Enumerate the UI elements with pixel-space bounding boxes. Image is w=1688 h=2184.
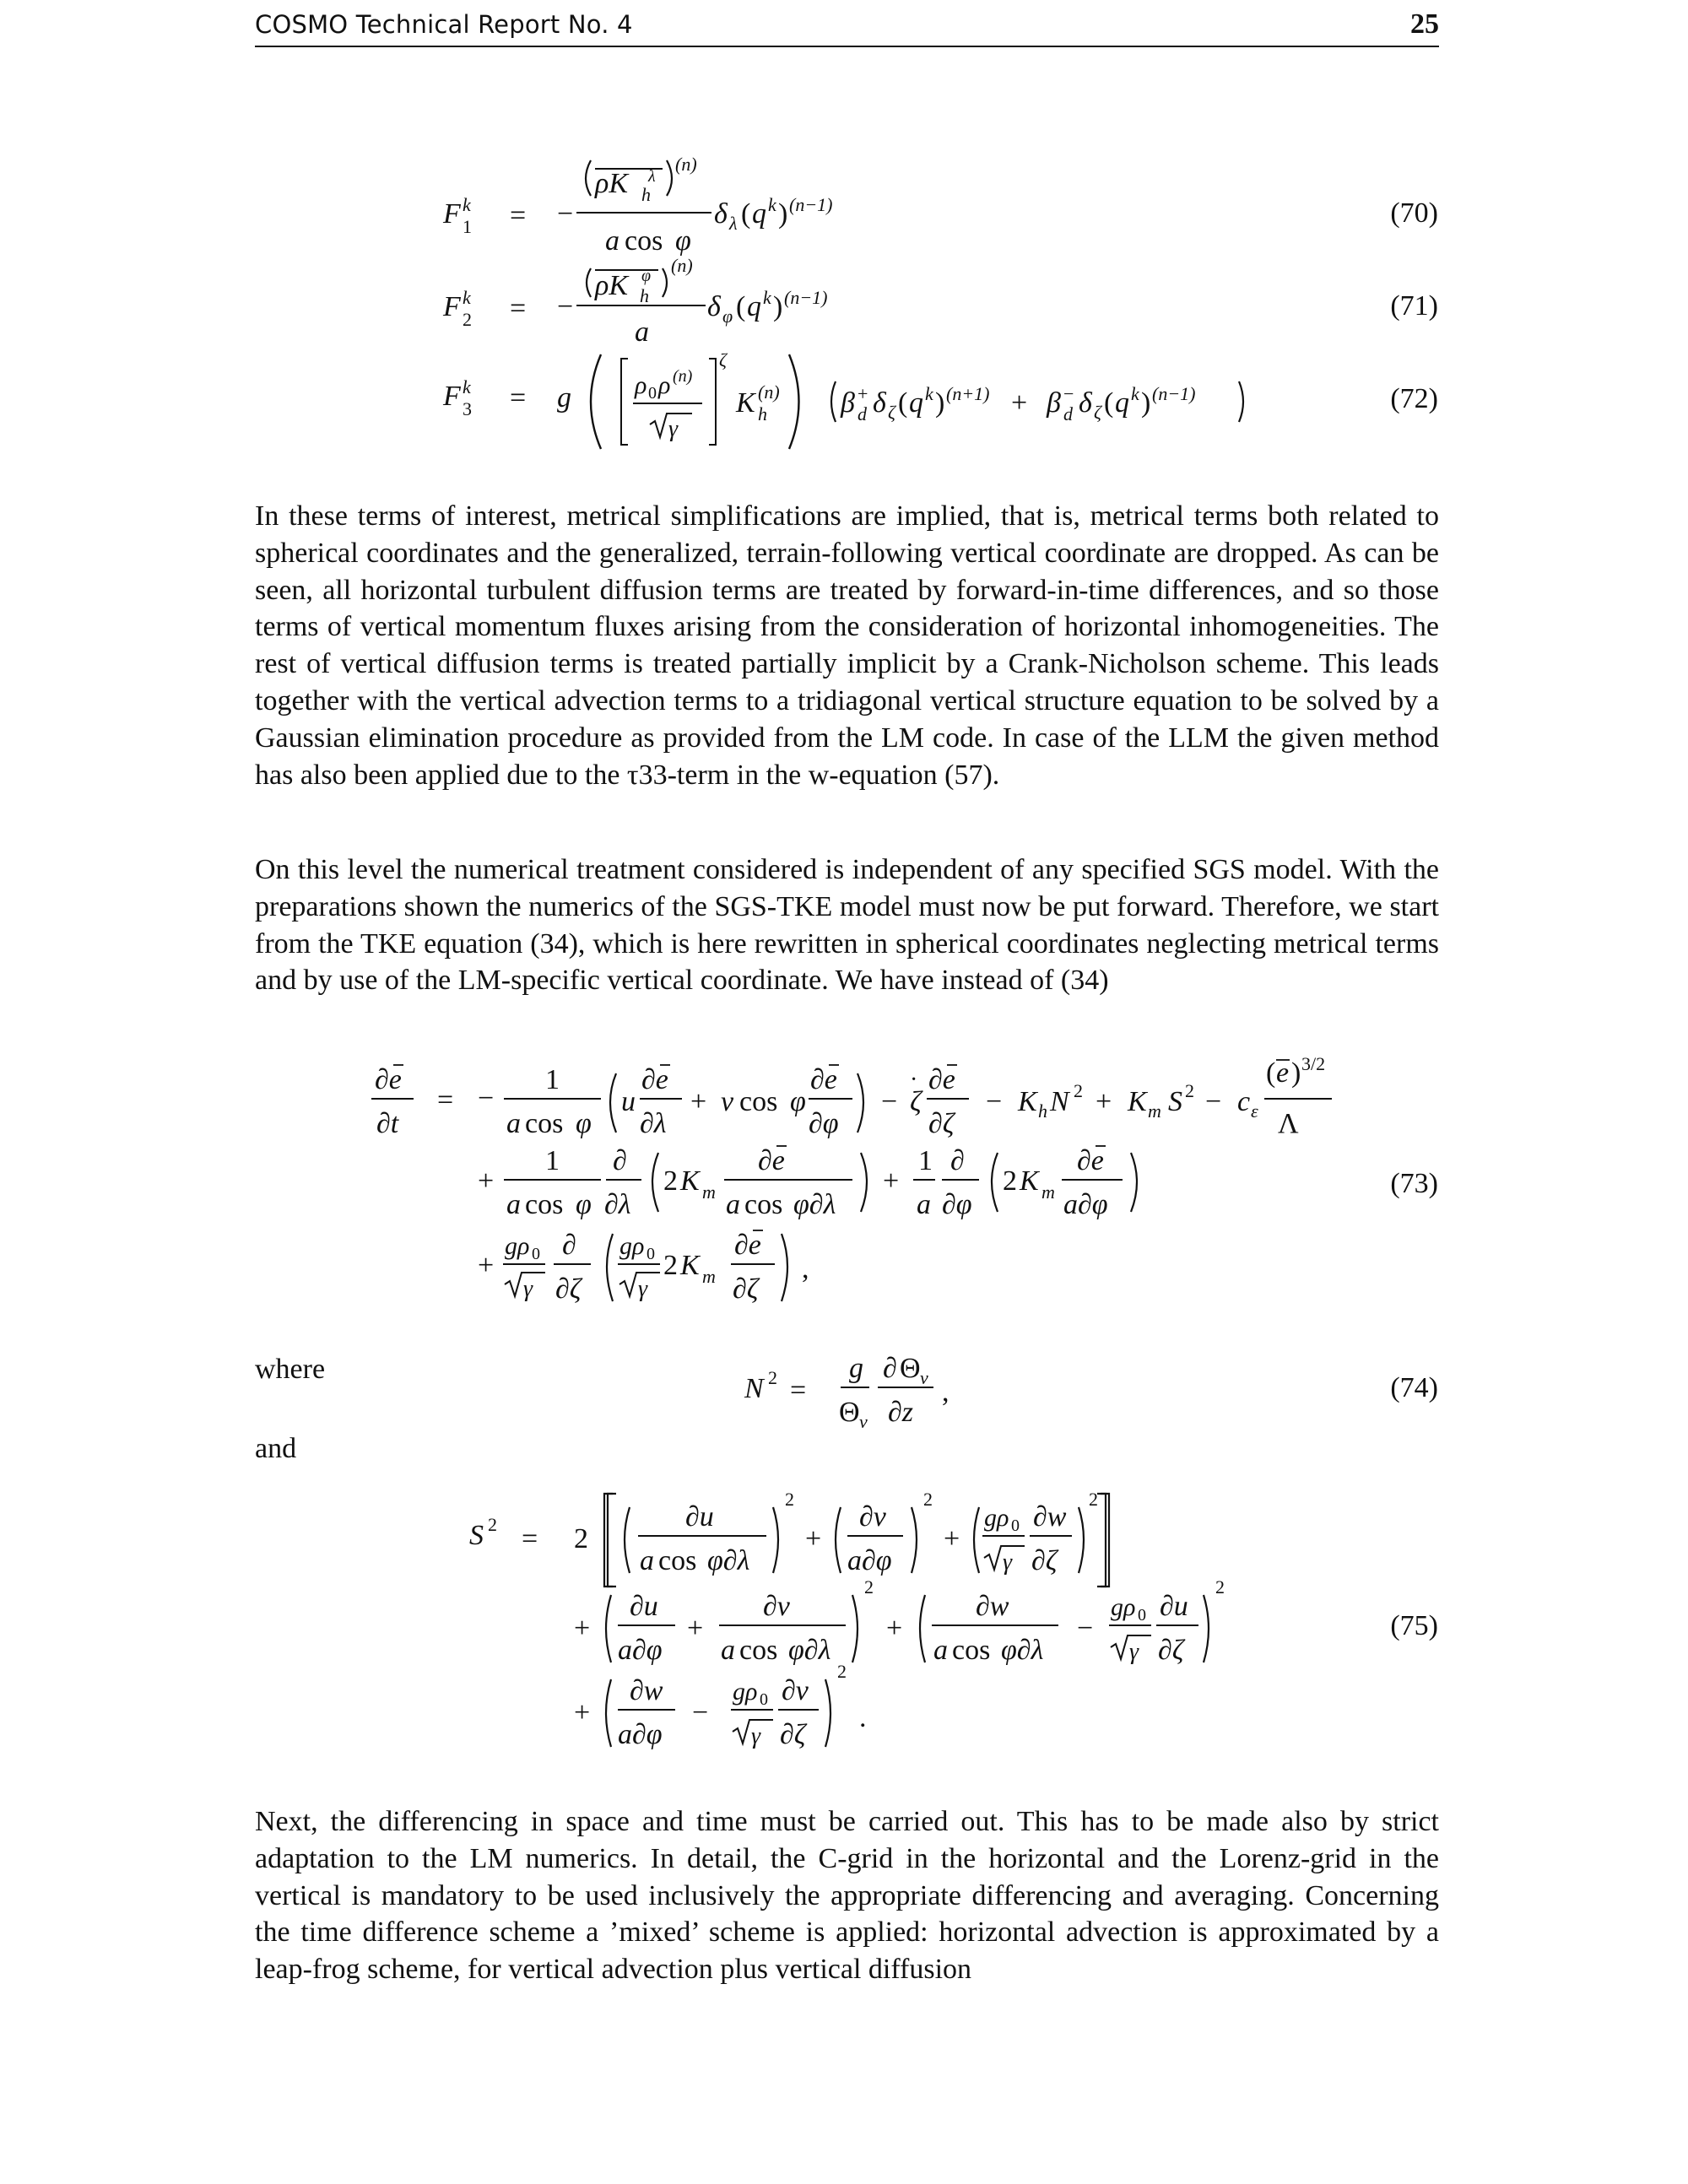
svg-text:∂e: ∂e [1077,1145,1104,1176]
svg-text:+: + [944,1523,960,1554]
svg-text:(n−1): (n−1) [789,194,833,215]
svg-text:(n): (n) [675,154,697,175]
svg-text:+: + [687,1613,704,1644]
svg-text:∂z: ∂z [888,1397,914,1428]
svg-text:h: h [641,184,651,205]
svg-text:2: 2 [663,1250,678,1281]
svg-text:∂: ∂ [883,1353,897,1384]
svg-text:ζ: ζ [719,349,727,370]
svg-text:a: a [640,1545,654,1576]
svg-text:a∂φ: a∂φ [618,1635,663,1666]
svg-text:): ) [935,387,945,419]
svg-text:gρ: gρ [733,1678,758,1706]
svg-text:φ: φ [576,1189,592,1220]
svg-text:ρ: ρ [658,371,671,399]
svg-text:cos: cos [952,1635,991,1666]
svg-text:∂λ: ∂λ [640,1108,667,1139]
svg-text:q: q [752,198,766,230]
svg-text:2: 2 [574,1523,588,1554]
equation-75-line-3 [574,1661,867,1750]
equation-number-75: (75) [1390,1610,1438,1641]
svg-text:cos: cos [625,225,663,257]
svg-text:∂φ: ∂φ [942,1189,972,1220]
svg-text:d: d [858,403,867,424]
equation-75-line-1 [469,1489,1109,1587]
svg-text:−: − [557,291,574,322]
svg-text:γ: γ [668,416,679,442]
svg-text:q: q [1115,387,1129,419]
svg-text:K: K [680,1165,700,1197]
svg-text:φ∂λ: φ∂λ [1001,1635,1044,1666]
svg-text:d: d [1063,403,1073,424]
svg-text:m: m [702,1181,716,1203]
svg-text:2: 2 [663,1165,678,1197]
svg-text:ρK: ρK [595,270,628,301]
svg-text:2: 2 [837,1661,847,1682]
svg-text:(: ( [1266,1057,1276,1089]
svg-text:0: 0 [1011,1516,1020,1535]
svg-text:S: S [469,1520,484,1551]
svg-text:δ: δ [1079,387,1092,419]
svg-text:v: v [721,1086,734,1117]
svg-text:=: = [510,382,527,414]
svg-text:2: 2 [1003,1165,1017,1197]
equation-number-73: (73) [1390,1168,1438,1199]
svg-text:2: 2 [785,1489,794,1510]
svg-text:u: u [621,1086,636,1117]
svg-text:∂ζ: ∂ζ [1031,1545,1058,1576]
svg-text:2: 2 [1074,1080,1083,1101]
svg-text:q: q [747,291,761,322]
svg-text:a: a [933,1635,948,1666]
svg-text:=: = [522,1523,538,1554]
svg-text:a∂φ: a∂φ [618,1719,663,1750]
svg-text:ζ: ζ [888,402,895,423]
svg-text:q: q [909,387,923,419]
svg-text:(n−1): (n−1) [784,287,828,308]
word-and: and [255,1433,297,1464]
svg-text:2: 2 [1185,1080,1194,1101]
svg-text:3: 3 [463,398,472,419]
svg-text:m: m [702,1266,716,1287]
svg-text:−: − [478,1083,495,1114]
svg-text:1: 1 [463,216,472,237]
svg-text:k: k [1131,383,1139,404]
svg-text:−: − [692,1697,709,1728]
svg-text:N: N [744,1373,764,1404]
svg-text:ζ: ζ [910,1086,922,1117]
svg-text:γ: γ [1003,1549,1013,1576]
equation-number-70: (70) [1390,197,1438,229]
svg-text:(n): (n) [758,381,780,403]
svg-text:∂v: ∂v [782,1675,809,1706]
svg-text:K: K [1128,1086,1147,1117]
svg-text:1: 1 [545,1145,560,1176]
svg-text:cos: cos [744,1189,783,1220]
svg-text:K: K [1018,1086,1037,1117]
svg-text:+: + [574,1613,591,1644]
svg-text:a: a [506,1108,521,1139]
svg-text:k: k [763,287,771,308]
svg-text:−: − [1063,383,1074,404]
svg-text:e: e [1276,1057,1290,1089]
svg-text:∂: ∂ [950,1145,965,1176]
svg-text:S: S [1168,1086,1182,1117]
svg-text:2: 2 [768,1367,777,1388]
svg-text:a∂φ: a∂φ [1063,1189,1108,1220]
equation-number-71: (71) [1390,290,1438,322]
svg-text:∂u: ∂u [1160,1591,1188,1622]
svg-text:γ: γ [638,1276,648,1302]
svg-text:β: β [841,387,855,419]
paragraph-1: In these terms of interest, metrical simplifications are implied, that is, metrical terms both related to spherical coordinates and the generalized, terrain-following vertical coordinate are dropped. As can be seen, all horizontal turbulent diffusion terms are treated by forward-in-time differences, and so those terms of vertical momentum fluxes arising from the consideration of horizontal inhomogeneities. The rest of vertical diffusion terms is treated partially implicit by a Crank-Nicholson scheme. This leads together with the vertical advection terms to a tridiagonal vertical structure equation to be solved by a Gaussian elimination procedure as provided from the LM code. In case of the LLM the given method has also been applied due to the τ33-term in the w-equation (57). [255,500,1439,791]
svg-text:cos: cos [525,1189,564,1220]
svg-text:(: ( [741,198,751,230]
svg-text:∂u: ∂u [630,1591,658,1622]
svg-text:∂w: ∂w [1033,1501,1067,1533]
svg-text:0: 0 [532,1245,540,1263]
svg-text:v: v [859,1411,868,1432]
svg-text:0: 0 [647,1245,655,1263]
svg-text:φ∂λ: φ∂λ [793,1189,836,1220]
svg-text:g: g [849,1353,863,1384]
svg-text:∂e: ∂e [734,1230,761,1261]
svg-text:1: 1 [918,1145,933,1176]
svg-text:k: k [768,194,776,215]
svg-text:gρ: gρ [619,1232,645,1260]
svg-text:cos: cos [658,1545,697,1576]
svg-text:,: , [942,1376,950,1408]
svg-text:1: 1 [545,1064,560,1095]
paragraph-2: On this level the numerical treatment considered is independent of any specified SGS model. With the preparations shown the numerics of the SGS-TKE model must now be put forward. Therefore, we start from the TKE equation (34), which is here rewritten in spherical coordinates neglecting metrical terms and by use of the LM-specific vertical coordinate. We have instead of (34) [255,854,1439,997]
svg-text:F: F [443,198,461,230]
paragraph-3: Next, the differencing in space and time must be carried out. This has to be made also by strict adaptation to the LM numerics. In detail, the C-grid in the horizontal and the Lorenz-grid in the vertical is mandatory to be used inclusively the appropriate differencing and averaging. Concerning the time difference scheme a ’mixed’ scheme is applied: horizontal advection is approximated by a leap-frog scheme, for vertical advection plus vertical diffusion [255,1806,1439,1986]
svg-text:∂w: ∂w [630,1675,663,1706]
page-number: 25 [1410,8,1439,40]
svg-text:gρ: gρ [984,1504,1009,1532]
svg-text:2: 2 [923,1489,933,1510]
svg-text:Θ: Θ [839,1397,860,1428]
svg-text:φ: φ [790,1086,806,1117]
svg-text:∂: ∂ [613,1145,627,1176]
svg-text:(: ( [1104,387,1114,419]
svg-text:ρK: ρK [595,168,628,199]
svg-text:∂e: ∂e [641,1064,668,1095]
equation-number-74: (74) [1390,1372,1438,1403]
svg-text:N: N [1050,1086,1069,1117]
svg-text:cos: cos [525,1108,564,1139]
svg-text:): ) [773,291,783,322]
svg-text:∂v: ∂v [859,1501,886,1533]
svg-text:a: a [635,316,649,348]
svg-text:Λ: Λ [1278,1108,1299,1139]
svg-text:): ) [1141,387,1151,419]
svg-text:+: + [858,383,868,404]
svg-text:k: k [925,383,933,404]
svg-text:K: K [1020,1165,1039,1197]
svg-text:cos: cos [739,1635,778,1666]
svg-text:): ) [1291,1057,1301,1089]
svg-text:h: h [640,285,649,306]
svg-text:m: m [1041,1181,1055,1203]
svg-text:cos: cos [739,1086,778,1117]
svg-text:∂ζ: ∂ζ [733,1273,759,1305]
svg-text:∂ζ: ∂ζ [780,1719,806,1750]
svg-text:0: 0 [760,1690,768,1709]
svg-text:φ: φ [722,305,733,327]
svg-text:∂ζ: ∂ζ [1158,1635,1184,1666]
svg-text:∂ζ: ∂ζ [555,1273,582,1305]
svg-text:ρ: ρ [635,371,647,399]
svg-text:c: c [1237,1086,1251,1117]
svg-text:∂ζ: ∂ζ [928,1108,955,1139]
svg-text:F: F [443,291,461,322]
svg-text:·: · [910,1067,918,1093]
svg-text:φ: φ [641,267,652,285]
equation-number-72: (72) [1390,383,1438,414]
svg-text:a: a [721,1635,735,1666]
svg-text:0: 0 [648,384,657,403]
svg-text:2: 2 [488,1514,497,1535]
svg-text:,: , [802,1253,809,1284]
svg-text:∂e: ∂e [928,1064,955,1095]
equation-75-line-2 [574,1576,1225,1666]
svg-text:∂φ: ∂φ [809,1108,839,1139]
svg-text:∂e: ∂e [375,1064,402,1095]
svg-text:=: = [510,200,527,231]
svg-text:+: + [478,1165,495,1197]
svg-text:(n): (n) [671,255,693,276]
svg-text:h: h [758,403,767,424]
svg-text:δ: δ [873,387,886,419]
svg-text:∂t: ∂t [376,1108,399,1139]
svg-text:∂λ: ∂λ [604,1189,631,1220]
svg-text:(n−1): (n−1) [1152,383,1196,404]
svg-text:K: K [680,1250,700,1281]
svg-text:m: m [1148,1100,1161,1122]
svg-text:g: g [557,382,571,414]
svg-text:−: − [1205,1086,1222,1117]
svg-text:=: = [437,1084,454,1116]
svg-text:h: h [1038,1100,1047,1122]
svg-text:2: 2 [1089,1489,1098,1510]
svg-text:+: + [1011,387,1028,419]
svg-text:a: a [605,225,619,257]
svg-text:∂w: ∂w [976,1591,1009,1622]
svg-text:a∂φ: a∂φ [847,1545,892,1576]
svg-text:γ: γ [751,1723,761,1749]
svg-text:−: − [1077,1613,1094,1644]
svg-text:Θ: Θ [900,1353,921,1384]
svg-text:k: k [463,194,471,215]
svg-text:(: ( [898,387,908,419]
svg-text:+: + [1096,1086,1112,1117]
svg-text:): ) [778,198,788,230]
svg-text:(n): (n) [673,367,693,386]
svg-text:λ: λ [729,213,738,234]
svg-text:.: . [859,1702,867,1733]
svg-text:a: a [917,1189,931,1220]
svg-text:∂e: ∂e [758,1145,785,1176]
svg-text:+: + [886,1613,903,1644]
svg-text:K: K [736,387,755,419]
svg-text:λ: λ [648,167,656,186]
svg-text:φ: φ [675,225,691,257]
svg-text:φ∂λ: φ∂λ [707,1545,750,1576]
svg-text:=: = [510,293,527,324]
svg-text:k: k [463,287,471,308]
svg-text:δ: δ [707,291,721,322]
svg-text:2: 2 [864,1576,874,1597]
svg-text:φ∂λ: φ∂λ [788,1635,831,1666]
svg-text:gρ: gρ [1111,1593,1136,1621]
svg-text:γ: γ [1129,1639,1139,1665]
svg-text:+: + [883,1165,900,1197]
svg-text:F: F [443,381,461,412]
svg-text:β: β [1047,387,1061,419]
svg-text:−: − [557,198,574,230]
svg-text:+: + [805,1523,822,1554]
svg-text:γ: γ [523,1276,533,1302]
svg-text:∂u: ∂u [685,1501,714,1533]
svg-text:a: a [726,1189,740,1220]
report-title: COSMO Technical Report No. 4 [255,10,633,39]
svg-text:+: + [690,1086,707,1117]
svg-text:(: ( [736,291,746,322]
svg-text:ζ: ζ [1094,402,1101,423]
word-where: where [255,1354,326,1385]
svg-text:k: k [463,376,471,397]
svg-text:δ: δ [714,198,728,230]
svg-text:2: 2 [463,309,472,330]
svg-text:0: 0 [1138,1606,1146,1624]
svg-text:a: a [506,1189,521,1220]
svg-text:gρ: gρ [505,1232,530,1260]
svg-text:=: = [790,1375,807,1406]
svg-text:−: − [881,1086,898,1117]
svg-text:2: 2 [1215,1576,1225,1597]
svg-text:∂: ∂ [562,1230,576,1261]
svg-text:v: v [920,1367,928,1388]
svg-text:∂e: ∂e [810,1064,837,1095]
svg-text:+: + [478,1250,495,1281]
svg-text:∂v: ∂v [763,1591,790,1622]
svg-text:(n+1): (n+1) [946,383,990,404]
svg-text:−: − [986,1086,1003,1117]
svg-text:φ: φ [576,1108,592,1139]
svg-text:ε: ε [1251,1100,1258,1122]
svg-text:+: + [574,1697,591,1728]
svg-text:3/2: 3/2 [1301,1053,1326,1074]
